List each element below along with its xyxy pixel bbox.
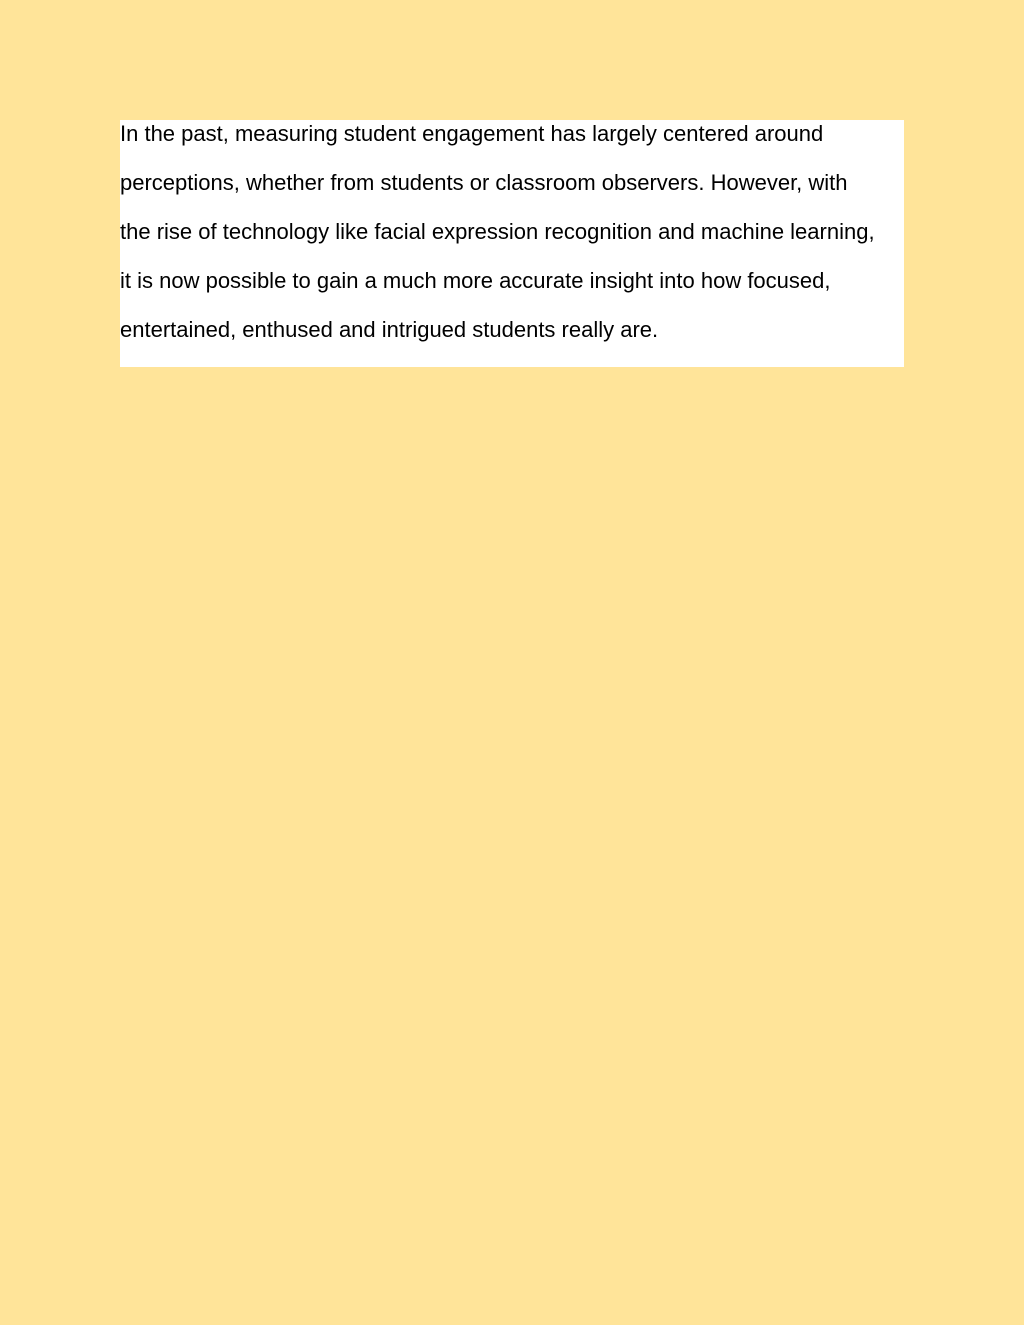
paragraph-line: it is now possible to gain a much more accurate insight into how focused, bbox=[120, 268, 831, 293]
paragraph-line: In the past, measuring student engagement has largely centered around bbox=[120, 121, 824, 146]
paragraph-line: the rise of technology like facial expression recognition and machine learning, bbox=[120, 219, 875, 244]
paragraph bbox=[120, 109, 904, 354]
paragraph-line: entertained, enthused and intrigued students really are. bbox=[120, 317, 659, 342]
paragraph-line: perceptions, whether from students or classroom observers. However, with bbox=[120, 170, 848, 195]
highlighted-text-block bbox=[120, 120, 904, 367]
